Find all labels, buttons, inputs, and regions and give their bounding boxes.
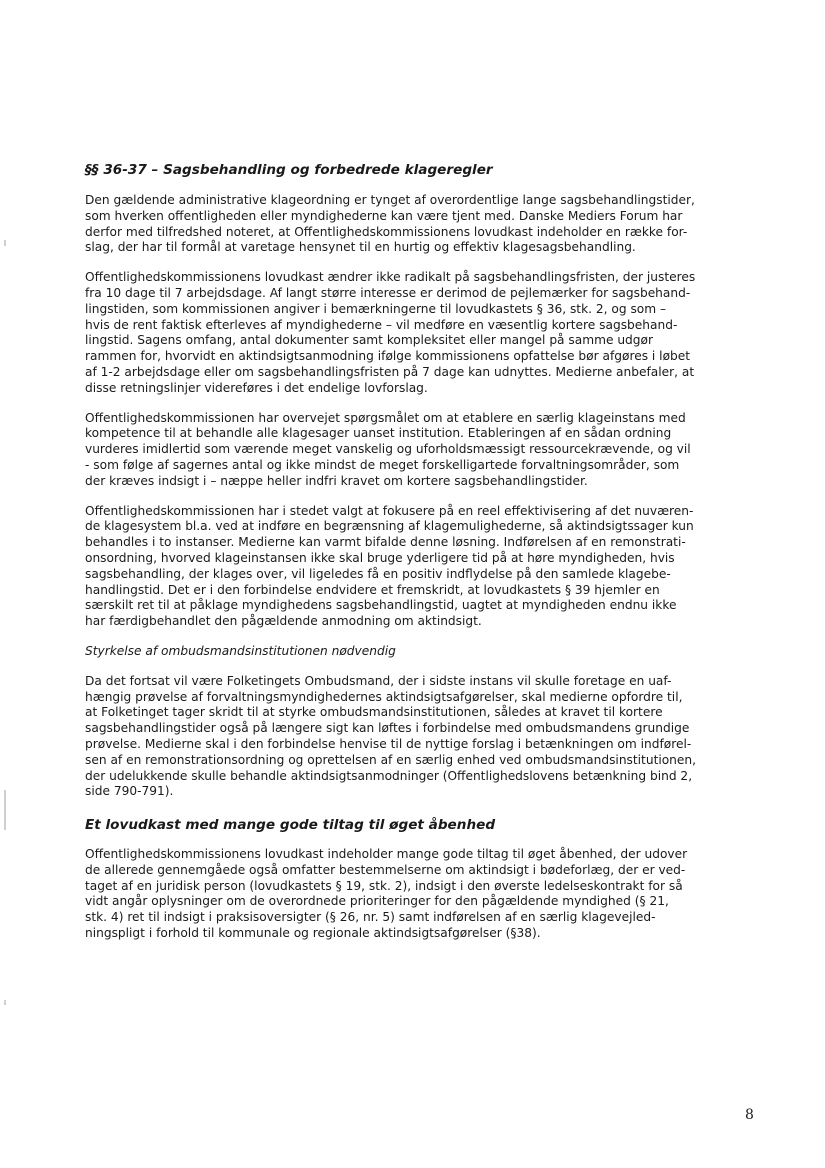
text-line: hængig prøvelse af forvaltningsmyndighedernes aktindsigtsafgørelser, skal medierne opfordre til, bbox=[85, 689, 683, 704]
text-line: disse retningslinjer videreføres i det endelige lovforslag. bbox=[85, 380, 428, 395]
text-line: der kræves indsigt i – næppe heller indfri kravet om kortere sagsbehandlingstider. bbox=[85, 473, 588, 488]
text-line: hvis de rent faktisk efterleves af myndighederne – vil medføre en væsentlig kortere sagsbehand- bbox=[85, 317, 678, 332]
margin-mark bbox=[4, 790, 6, 830]
text-line: Da det fortsat vil være Folketingets Ombudsmand, der i sidste instans vil skulle foretage en uaf- bbox=[85, 673, 672, 688]
text-line: kompetence til at behandle alle klagesager uanset institution. Etableringen af en sådan ordning bbox=[85, 426, 672, 441]
text-line: sagsbehandling, der klages over, vil ligeledes få en positiv indflydelse på den samlede klagebe- bbox=[85, 566, 671, 581]
text-line: prøvelse. Medierne skal i den forbindelse henvise til de nyttige forslag i betænkningen om indførel- bbox=[85, 736, 692, 751]
text-line: - som følge af sagernes antal og ikke mindst de meget forskelligartede forvaltningsområder, som bbox=[85, 457, 680, 472]
text-line: Offentlighedskommissionens lovudkast ændrer ikke radikalt på sagsbehandlingsfristen, der justeres bbox=[85, 270, 696, 285]
paragraph-3 bbox=[85, 411, 755, 490]
text-line: rammen for, hvorvidt en aktindsigtsanmodning ifølge kommissionens opfattelse bør afgøres i løbet bbox=[85, 349, 691, 364]
margin-mark bbox=[4, 240, 6, 246]
paragraph-2 bbox=[85, 270, 755, 396]
text-line: Den gældende administrative klageordning er tynget af overordentlige lange sagsbehandlingstider, bbox=[85, 193, 695, 207]
text-line: af 1-2 arbejdsdage eller om sagsbehandlingsfristen på 7 dage kan udnyttes. Medierne anbefaler, at bbox=[85, 364, 695, 379]
text-line: vurderes imidlertid som værende meget vanskelig og uforholdsmæssigt ressourcekrævende, og vil bbox=[85, 442, 691, 457]
text-line: Offentlighedskommissionen har i stedet valgt at fokusere på en reel effektivisering af det nuværen- bbox=[85, 503, 694, 518]
text-line: sen af en remonstrationsordning og oprettelsen af en særlig enhed ved ombudsmandsinstitutionen, bbox=[85, 752, 697, 767]
paragraph-6 bbox=[85, 847, 755, 942]
page-number: 8 bbox=[745, 1107, 754, 1123]
text-line: lingstid. Sagens omfang, antal dokumenter samt kompleksitet eller mangel på samme udgør bbox=[85, 333, 653, 348]
section-heading-2: Et lovudkast med mange gode tiltag til øget åbenhed bbox=[85, 817, 496, 834]
margin-mark bbox=[4, 1000, 6, 1005]
text-line: som hverken offentligheden eller myndighederne kan være tjent med. Danske Mediers Forum har bbox=[85, 208, 683, 223]
text-line: handlingstid. Det er i den forbindelse endvidere et fremskridt, at lovudkastets § 39 hjemler en bbox=[85, 582, 660, 597]
text-line: taget af en juridisk person (lovudkastets § 19, stk. 2), indsigt i den øverste ledelseskontrakt for så bbox=[85, 878, 683, 893]
text-line: de klagesystem bl.a. ved at indføre en begrænsning af klagemulighederne, så aktindsigtssager kun bbox=[85, 519, 694, 534]
paragraph-5 bbox=[85, 674, 755, 800]
text-line: har færdigbehandlet den pågældende anmodning om aktindsigt. bbox=[85, 614, 482, 629]
text-line: der udelukkende skulle behandle aktindsigtsanmodninger (Offentlighedslovens betænkning bind 2, bbox=[85, 768, 693, 783]
paragraph-4 bbox=[85, 504, 755, 630]
document-body bbox=[85, 161, 755, 956]
paragraph-1 bbox=[85, 193, 755, 256]
text-line: stk. 4) ret til indsigt i praksisoversigter (§ 26, nr. 5) samt indførelsen af en særlig klagevejled- bbox=[85, 910, 656, 925]
text-line: slag, der har til formål at varetage hensynet til en hurtig og effektiv klagesagsbehandling. bbox=[85, 240, 636, 255]
text-line: sagsbehandlingstider også på længere sigt kan løftes i forbindelse med ombudsmandens grundige bbox=[85, 721, 690, 736]
text-line: lingstiden, som kommissionen angiver i bemærkningerne til lovudkastets § 36, stk. 2, og som – bbox=[85, 301, 667, 316]
text-line: onsordning, hvorved klageinstansen ikke skal bruge yderligere tid på at høre myndigheden, hvis bbox=[85, 550, 675, 565]
text-line: fra 10 dage til 7 arbejdsdage. Af langt større interesse er derimod de pejlemærker for sagsbehand- bbox=[85, 285, 691, 300]
text-line: Offentlighedskommissionen har overvejet spørgsmålet om at etablere en særlig klageinstans med bbox=[85, 410, 686, 425]
text-line: de allerede gennemgåede også omfatter bestemmelserne om aktindsigt i bødeforlæg, der er ved- bbox=[85, 862, 686, 877]
text-line: derfor med tilfredshed noteret, at Offentlighedskommissionens lovudkast indeholder en række for- bbox=[85, 224, 688, 239]
subheading: Styrkelse af ombudsmandsinstitutionen nødvendig bbox=[85, 643, 396, 658]
text-line: behandles i to instanser. Medierne kan varmt bifalde denne løsning. Indførelsen af en remonstrati- bbox=[85, 535, 686, 550]
text-line: side 790-791). bbox=[85, 784, 174, 799]
text-line: ningspligt i forhold til kommunale og regionale aktindsigtsafgørelser (§38). bbox=[85, 926, 541, 941]
section-heading: §§ 36-37 – Sagsbehandling og forbedrede klageregler bbox=[85, 162, 493, 178]
text-line: særskilt ret til at påklage myndighedens sagsbehandlingstid, uagtet at myndigheden endnu ikke bbox=[85, 598, 677, 613]
text-line: Offentlighedskommissionens lovudkast indeholder mange gode tiltag til øget åbenhed, der udover bbox=[85, 847, 688, 862]
text-line: vidt angår oplysninger om de overordnede prioriteringer for den pågældende myndighed (§ 21, bbox=[85, 894, 669, 909]
text-line: at Folketinget tager skridt til at styrke ombudsmandsinstitutionen, således at kravet til kortere bbox=[85, 705, 663, 720]
